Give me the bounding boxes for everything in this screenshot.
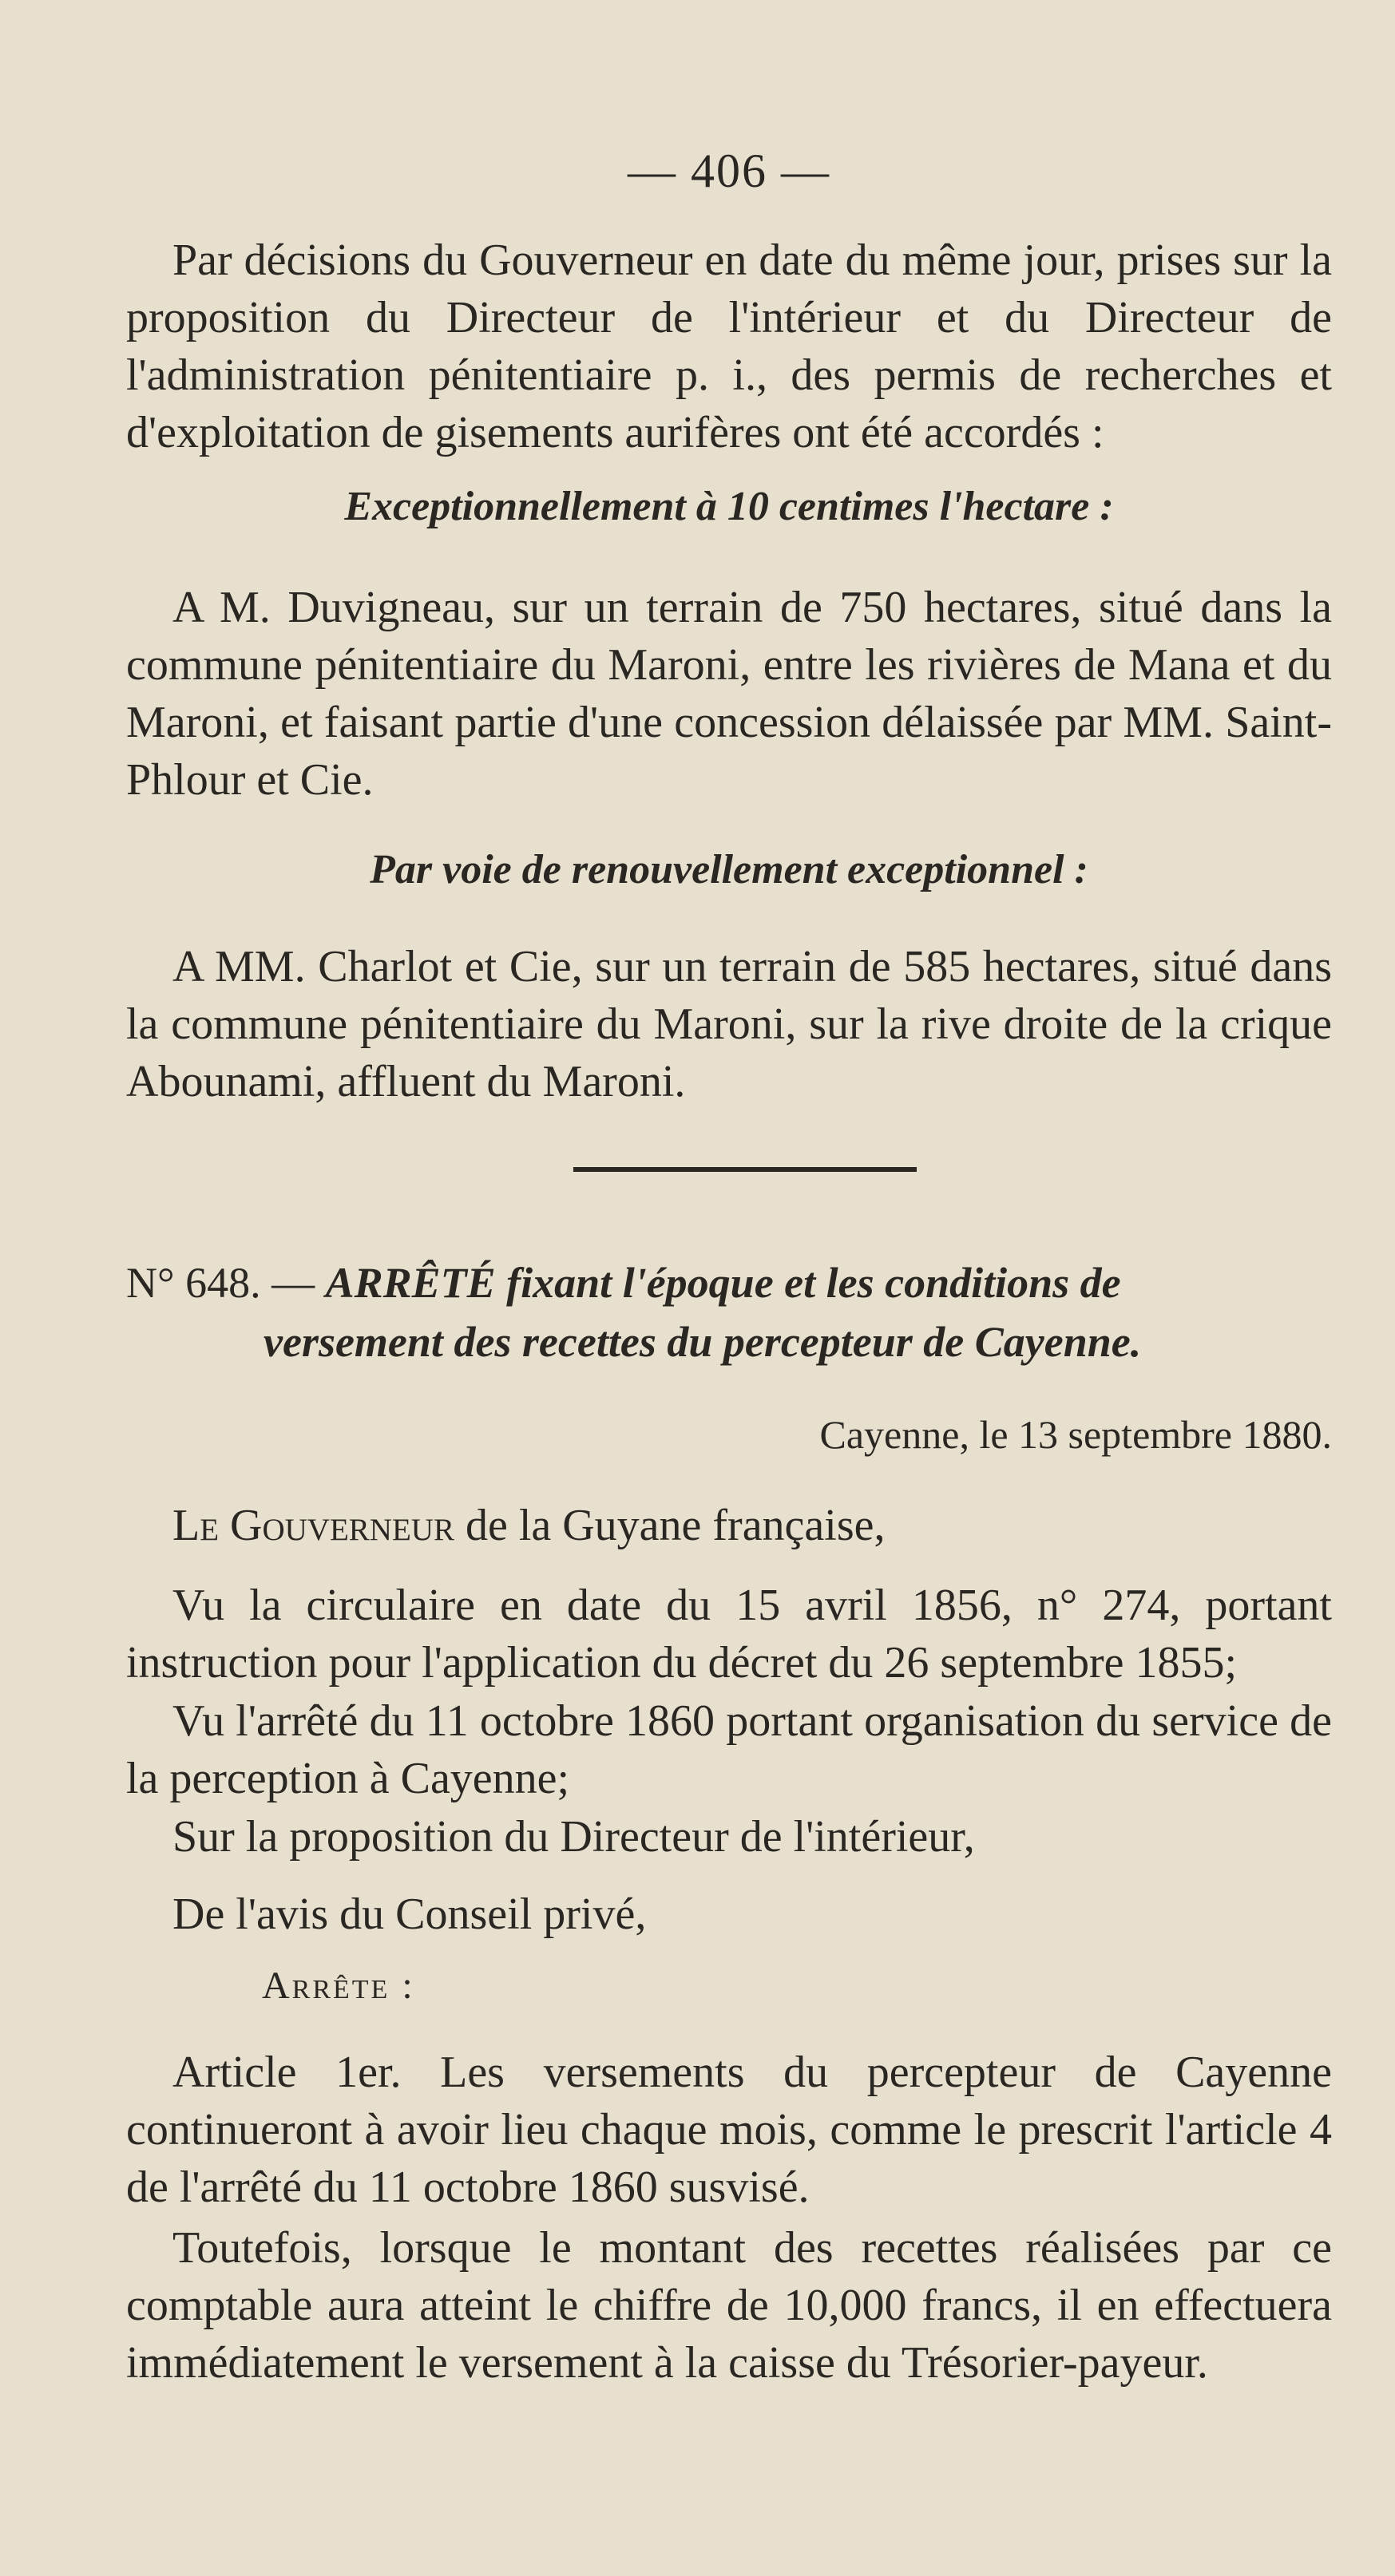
duvigneau-paragraph: A M. Duvigneau, sur un terrain de 750 hectares, situé dans la commune pénitentiaire du Maroni, entre les rivières de Mana et du Maroni, et faisant partie d'une concession délaissée par MM. Saint-Phlour et Cie. xyxy=(126,583,1332,805)
governor-caps: Le Gouverneur xyxy=(172,1501,454,1550)
section-divider xyxy=(573,1167,917,1172)
toutefois-paragraph: Toutefois, lorsque le montant des recettes réalisées par ce comptable aura atteint le chiffre de 10,000 francs, il en effectuera immédiatement le versement à la caisse du Trésorier-payeur. xyxy=(126,2223,1332,2388)
arrete-title-line2: versement des recettes du percepteur de Cayenne. xyxy=(264,1318,1142,1366)
section-heading-exceptionnellement: Exceptionnellement à 10 centimes l'hectare : xyxy=(344,484,1114,529)
document-page xyxy=(126,0,1332,2576)
avis-conseil-paragraph: De l'avis du Conseil privé, xyxy=(172,1889,647,1939)
governor-rest: de la Guyane française, xyxy=(454,1501,886,1550)
sur-proposition-paragraph: Sur la proposition du Directeur de l'intérieur, xyxy=(172,1812,975,1862)
article-1-paragraph: Article 1er. Les versements du percepteur de Cayenne continueront à avoir lieu chaque mois, comme le prescrit l'article 4 de l'arrêté du 11 octobre 1860 susvisé. xyxy=(126,2048,1332,2212)
arrete-title xyxy=(126,1253,1332,1371)
arrete-title-line1: ARRÊTÉ fixant l'époque et les conditions de xyxy=(325,1259,1121,1307)
charlot-paragraph: A MM. Charlot et Cie, sur un terrain de 585 hectares, situé dans la commune pénitentiaire du Maroni, sur la rive droite de la crique Abounami, affluent du Maroni. xyxy=(126,942,1332,1106)
arrete-heading: Arrête : xyxy=(262,1965,415,2007)
governor-line xyxy=(126,1497,1332,1554)
vu-arrete-paragraph: Vu l'arrêté du 11 octobre 1860 portant organisation du service de la perception à Cayenne; xyxy=(126,1696,1332,1803)
vu-circulaire-paragraph: Vu la circulaire en date du 15 avril 1856, n° 274, portant instruction pour l'application du décret du 26 septembre 1855; xyxy=(126,1581,1332,1688)
section-heading-renouvellement: Par voie de renouvellement exceptionnel : xyxy=(370,847,1088,892)
intro-paragraph: Par décisions du Gouverneur en date du même jour, prises sur la proposition du Directeur de l'intérieur et du Directeur de l'administration pénitentiaire p. i., des permis de recherches et d'exploitation de gisements aurifères ont été accordés : xyxy=(126,235,1332,457)
dateline: Cayenne, le 13 septembre 1880. xyxy=(819,1412,1332,1457)
page-number: — 406 — xyxy=(628,144,830,197)
arrete-number: N° 648. — xyxy=(126,1259,315,1307)
